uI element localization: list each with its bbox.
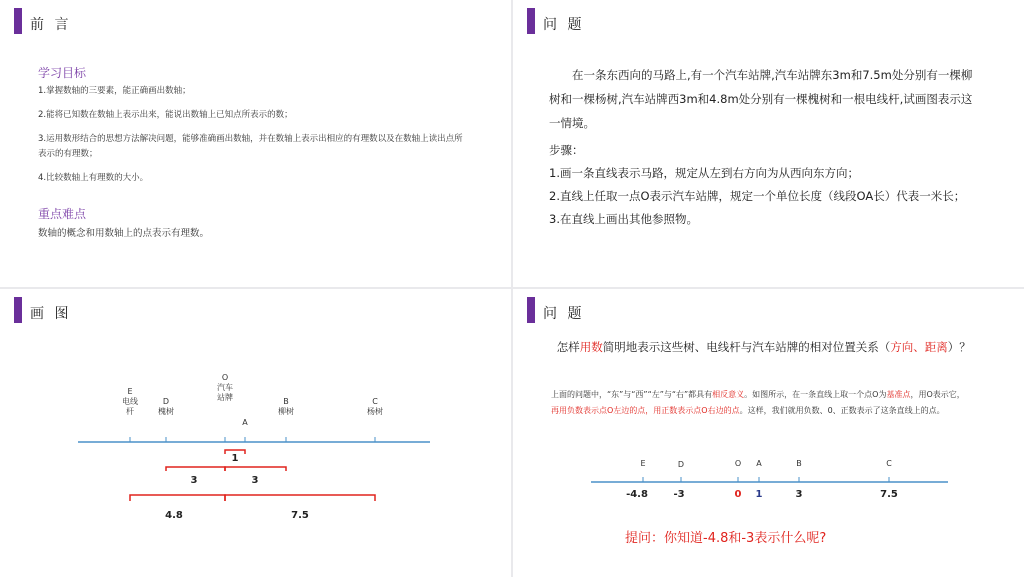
slide-title: 问 题 [543, 306, 585, 322]
segment-oe [130, 495, 225, 501]
dist-right-7-5: 7.5 [291, 510, 309, 521]
steps-heading: 步骤： [549, 143, 584, 157]
goals-heading: 学习目标 [38, 66, 87, 80]
point-c-label: C 杨树 [367, 397, 383, 416]
axis-value-c: 7.5 [880, 489, 898, 500]
key-text: 数轴的概念和用数轴上的点表示有理数。 [38, 228, 210, 239]
goal-item: 1.掌握数轴的三要素，能正确画出数轴； [38, 86, 191, 96]
dist-oa: 1 [231, 453, 239, 464]
step-item: 1.画一条直线表示马路，规定从左到右方向为从西向东方向； [549, 166, 859, 180]
axis-point-c: C [886, 459, 892, 468]
goal-item: 4.比较数轴上有理数的大小。 [38, 173, 149, 183]
slide-title: 画 图 [30, 306, 72, 322]
axis-point-b: B [796, 459, 802, 468]
steps-list [549, 162, 979, 231]
segment-oc [225, 495, 375, 501]
segment-ob [225, 467, 286, 471]
slide-title: 前 言 [30, 17, 72, 33]
goal-item: 2.能将已知数在数轴上表示出来，能说出数轴上已知点所表示的数； [38, 110, 293, 120]
axis-value-b: 3 [795, 489, 803, 500]
slide-problem[interactable] [513, 0, 1024, 287]
dist-right-3: 3 [251, 475, 259, 486]
title-accent-bar [527, 8, 535, 34]
slide-drawing[interactable] [0, 289, 511, 577]
key-heading: 重点难点 [38, 207, 87, 221]
point-b-label: B 柳树 [278, 397, 294, 416]
point-a-label: A [242, 418, 248, 427]
dist-left-4-8: 4.8 [165, 510, 183, 521]
title-accent-bar [14, 8, 22, 34]
axis-value-a: 1 [755, 489, 763, 500]
goals-list [38, 84, 468, 186]
step-item: 2.直线上任取一点O表示汽车站牌，规定一个单位长度（线段OA长）代表一米长； [549, 189, 966, 203]
axis-point-a: A [756, 459, 762, 468]
axis-point-d: D [677, 460, 685, 469]
slide-question[interactable] [513, 289, 1024, 577]
axis-point-e: E [640, 459, 646, 468]
step-item: 3.在直线上画出其他参照物。 [549, 212, 698, 226]
axis-point-o: O [734, 459, 742, 468]
point-d-label: D 槐树 [158, 397, 174, 416]
axis-value-o: 0 [734, 489, 742, 500]
problem-text: 在一条东西向的马路上,有一个汽车站牌,汽车站牌东3m和7.5m处分别有一棵柳树和一棵杨树,汽车站牌西3m和4.8m处分别有一棵槐树和一根电线杆,试画图表示这一情境。 [549, 68, 973, 130]
number-line-diagram [0, 289, 511, 577]
goal-item: 3.运用数形结合的思想方法解决问题，能够准确画出数轴，并在数轴上表示出相应的有理数以及在数轴上读出点所表示的有理数； [38, 134, 463, 159]
segment-od [166, 467, 225, 471]
point-e-label: E 电线 杆 [122, 387, 138, 416]
slide-preface[interactable] [0, 0, 511, 287]
prompt-question: 提问：你知道-4.8和-3表示什么呢? [625, 531, 827, 546]
explanation-paragraph: 上面的问题中，“东”与“西”“左”与“右”都具有相反意义。如图所示，在一条直线上取一个点O为基准点，用O表示它，再用负数表示点O左边的点，用正数表示点O右边的点。这样，我们就用负数、0、正数表示了这条直线上的点。 [551, 390, 965, 415]
dist-left-3: 3 [190, 475, 198, 486]
point-o-label: O 汽车 站牌 [217, 373, 233, 402]
slide-title: 问 题 [543, 17, 585, 33]
question-heading: 怎样用数简明地表示这些树、电线杆与汽车站牌的相对位置关系（方向、距离）？ [556, 340, 971, 354]
axis-value-e: -4.8 [626, 489, 648, 500]
axis-value-d: -3 [673, 489, 685, 500]
